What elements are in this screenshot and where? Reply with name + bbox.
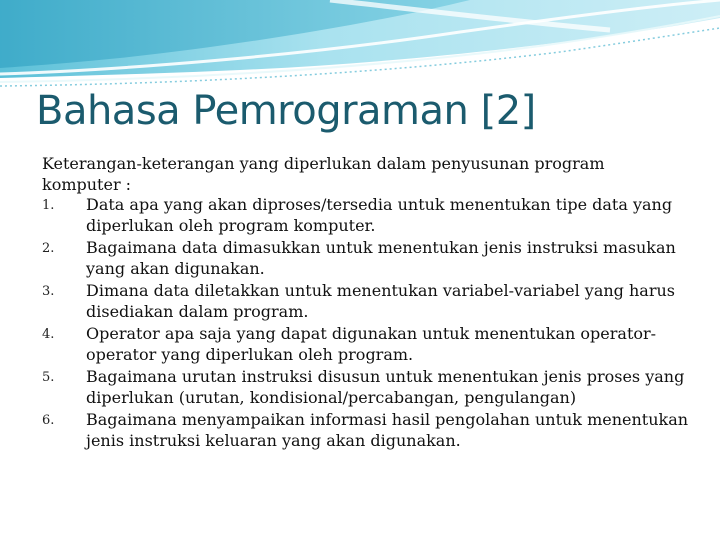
list-item xyxy=(42,410,692,451)
list-item xyxy=(42,281,692,322)
slide-title: Bahasa Pemrograman [2] xyxy=(36,88,536,134)
list-item-text: Bagaimana menyampaikan informasi hasil pengolahan untuk menentukan jenis instruksi keluaran yang akan digunakan. xyxy=(86,410,689,450)
list-item-number: 2. xyxy=(42,241,55,256)
list-item-number: 4. xyxy=(42,327,55,342)
list-item-text: Bagaimana urutan instruksi disusun untuk menentukan jenis proses yang diperlukan (urutan, kondisional/percabangan, pengulangan) xyxy=(86,367,685,407)
intro-text: Keterangan-keterangan yang diperlukan dalam penyusunan program komputer : xyxy=(42,154,605,194)
list-item xyxy=(42,195,692,236)
list-item xyxy=(42,238,692,279)
list-item xyxy=(42,324,692,365)
list-item-number: 3. xyxy=(42,284,55,299)
list-item xyxy=(42,367,692,408)
list-item-text: Operator apa saja yang dapat digunakan untuk menentukan operator-operator yang diperlukan oleh program. xyxy=(86,324,657,364)
requirements-list xyxy=(42,195,692,451)
list-item-text: Dimana data diletakkan untuk menentukan variabel-variabel yang harus disediakan dalam program. xyxy=(86,281,675,321)
list-item-text: Bagaimana data dimasukkan untuk menentukan jenis instruksi masukan yang akan digunakan. xyxy=(86,238,676,278)
decorative-wave-banner xyxy=(0,0,720,90)
list-item-number: 1. xyxy=(42,198,55,213)
list-item-number: 5. xyxy=(42,370,55,385)
slide-body xyxy=(42,154,692,453)
list-item-number: 6. xyxy=(42,413,55,428)
list-item-text: Data apa yang akan diproses/tersedia untuk menentukan tipe data yang diperlukan oleh program komputer. xyxy=(86,195,673,235)
